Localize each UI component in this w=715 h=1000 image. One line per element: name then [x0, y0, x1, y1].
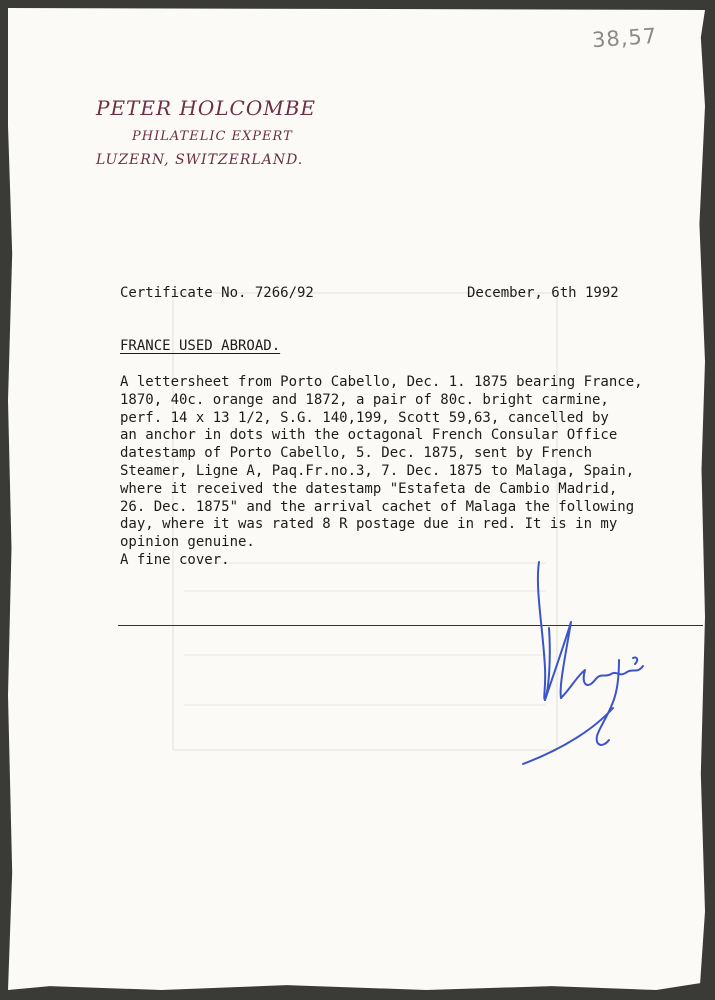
description-line: Steamer, Ligne A, Paq.Fr.no.3, 7. Dec. 1875 to Malaga, Spain,: [120, 462, 635, 479]
description-line: day, where it was rated 8 R postage due in red. It is in my: [120, 516, 618, 533]
certificate-description: [120, 374, 680, 570]
description-line: where it received the datestamp "Estafeta de Cambio Madrid,: [120, 480, 618, 497]
description-line: A fine cover.: [120, 551, 230, 568]
description-line: A lettersheet from Porto Cabello, Dec. 1. 1875 bearing France,: [120, 374, 643, 390]
description-line: perf. 14 x 13 1/2, S.G. 140,199, Scott 59,63, cancelled by: [120, 409, 609, 426]
letterhead: [96, 96, 316, 168]
pencil-note: 38,57: [591, 23, 658, 53]
handwritten-signature: [515, 558, 655, 773]
certificate-date: December, 6th 1992: [467, 285, 619, 301]
expert-title: PHILATELIC EXPERT: [132, 129, 293, 144]
certificate-number: Certificate No. 7266/92: [120, 285, 314, 301]
description-line: datestamp of Porto Cabello, 5. Dec. 1875, sent by French: [120, 445, 593, 462]
description-line: opinion genuine.: [120, 534, 255, 551]
description-line: 26. Dec. 1875" and the arrival cachet of Malaga the following: [120, 498, 635, 515]
expert-location: LUZERN, SWITZERLAND.: [96, 152, 304, 168]
expert-name: PETER HOLCOMBE: [96, 96, 317, 120]
certificate-heading: FRANCE USED ABROAD.: [120, 338, 281, 354]
description-line: an anchor in dots with the octagonal French Consular Office: [120, 427, 618, 444]
description-line: 1870, 40c. orange and 1872, a pair of 80c. bright carmine,: [120, 391, 609, 408]
